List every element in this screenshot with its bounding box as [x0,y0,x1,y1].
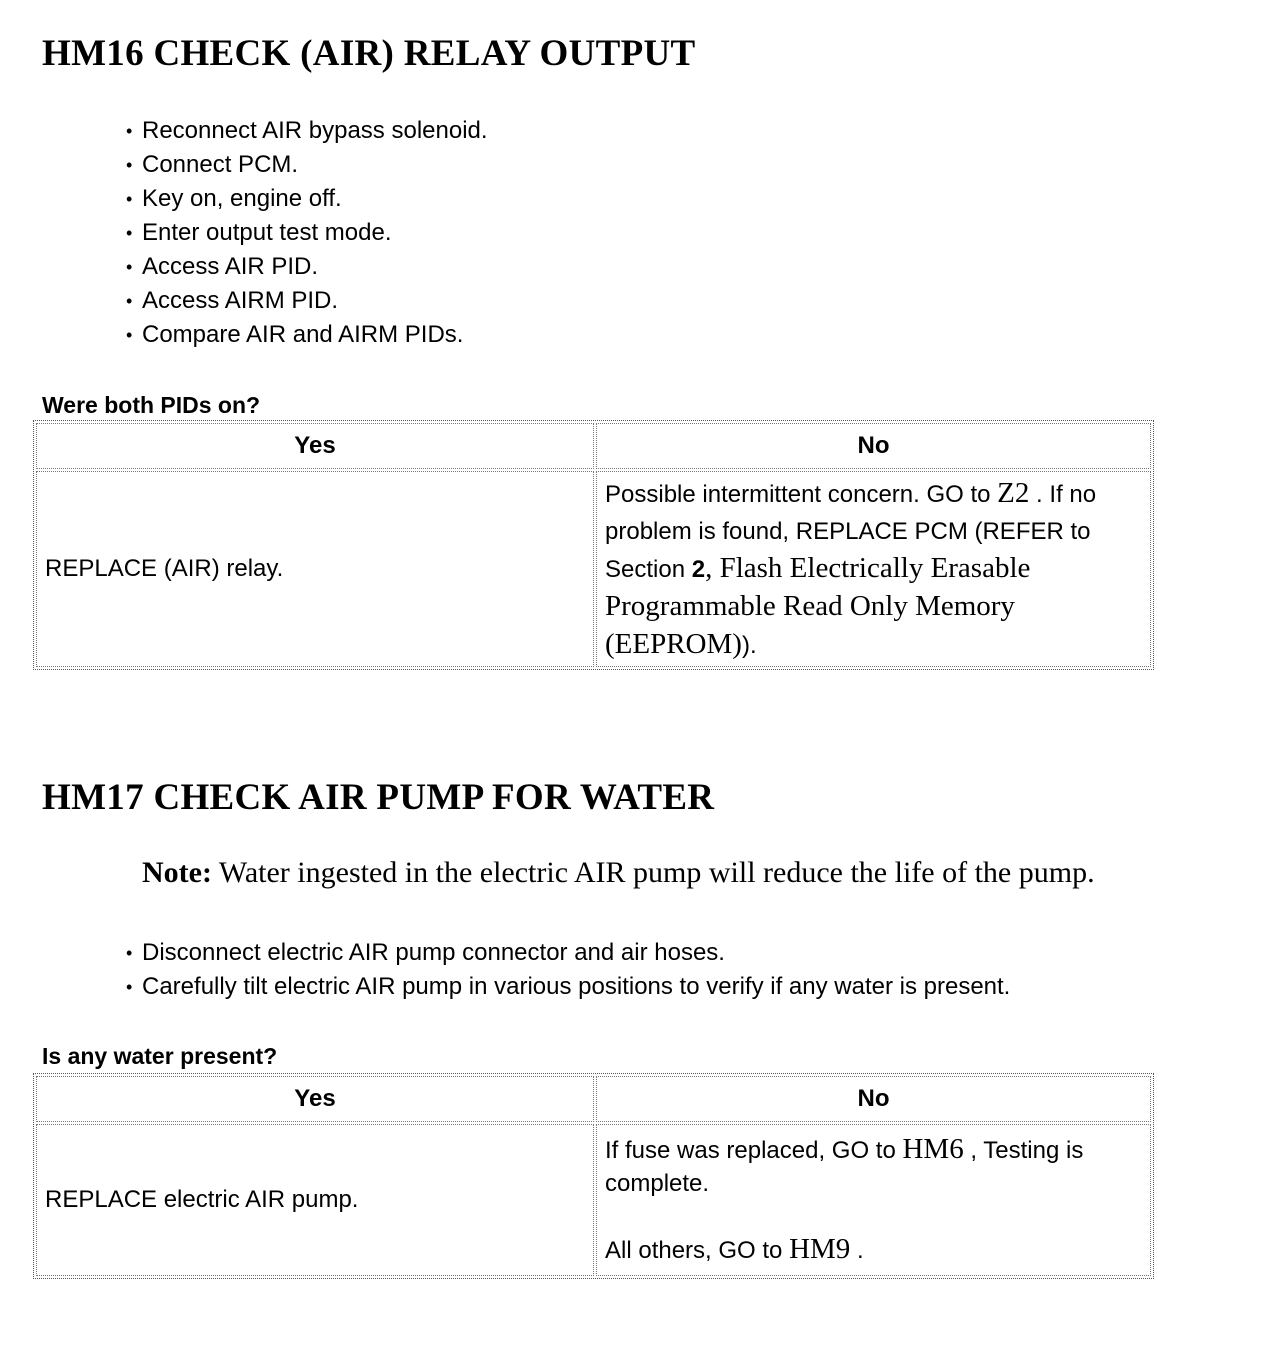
table-header-row [36,1076,1151,1122]
yes-column-header: Yes [36,423,594,469]
link-z2[interactable]: Z2 [997,476,1030,509]
list-item: • Reconnect AIR bypass solenoid. [126,114,488,148]
list-item: • Carefully tilt electric AIR pump in various positions to verify if any water is present. [126,970,1010,1004]
list-item: • Access AIRM PID. [126,284,488,318]
bullet-icon: • [126,121,133,141]
link-hm6[interactable]: HM6 [902,1133,964,1165]
bullet-icon: • [126,257,133,277]
link-flash-eeprom[interactable]: , Flash Electrically Erasable Programmable Read Only Memory (EEPROM) [605,551,1031,660]
list-item: • Access AIR PID. [126,250,488,284]
list-item: • Connect PCM. [126,148,488,182]
bullet-icon: • [126,943,133,963]
table-header-row [36,423,1151,469]
hm16-steps-list [126,114,488,352]
no-column-header: No [596,1076,1151,1122]
list-item: • Disconnect electric AIR pump connector and air hoses. [126,936,1010,970]
note-text: Water ingested in the electric AIR pump will reduce the life of the pump. [211,856,1095,889]
section-number: 2 [691,555,706,583]
bullet-icon: • [126,977,133,997]
yes-action-cell: REPLACE (AIR) relay. [36,471,594,667]
section-title-hm16: HM16 CHECK (AIR) RELAY OUTPUT [42,33,696,74]
hm16-question: Were both PIDs on? [42,392,261,418]
bullet-icon: • [126,223,133,243]
bullet-icon: • [126,155,133,175]
hm17-steps-list [126,936,1010,1004]
list-item: • Enter output test mode. [126,216,488,250]
table-row [36,1124,1151,1276]
bullet-icon: • [126,189,133,209]
section-title-hm17: HM17 CHECK AIR PUMP FOR WATER [42,777,715,818]
yes-action-cell: REPLACE electric AIR pump. [36,1124,594,1276]
note [142,856,1095,890]
hm16-decision-table [33,420,1154,670]
bullet-icon: • [126,291,133,311]
no-column-header: No [596,423,1151,469]
hm17-question: Is any water present? [42,1043,278,1069]
table-row [36,471,1151,667]
link-hm9[interactable]: HM9 [789,1233,851,1265]
no-action-cell: If fuse was replaced, GO to HM6 , Testing is complete. All others, GO to HM9 . [596,1124,1151,1276]
list-item: • Compare AIR and AIRM PIDs. [126,318,488,352]
list-item: • Key on, engine off. [126,182,488,216]
note-label: Note: [142,856,212,889]
hm17-decision-table [33,1073,1154,1279]
bullet-icon: • [126,325,133,345]
yes-column-header: Yes [36,1076,594,1122]
no-action-cell: Possible intermittent concern. GO to Z2 . If no problem is found, REPLACE PCM (REFER to Section 2, Flash Electrically Erasable Programmable Read Only Memory (EEPROM)). [596,471,1151,667]
